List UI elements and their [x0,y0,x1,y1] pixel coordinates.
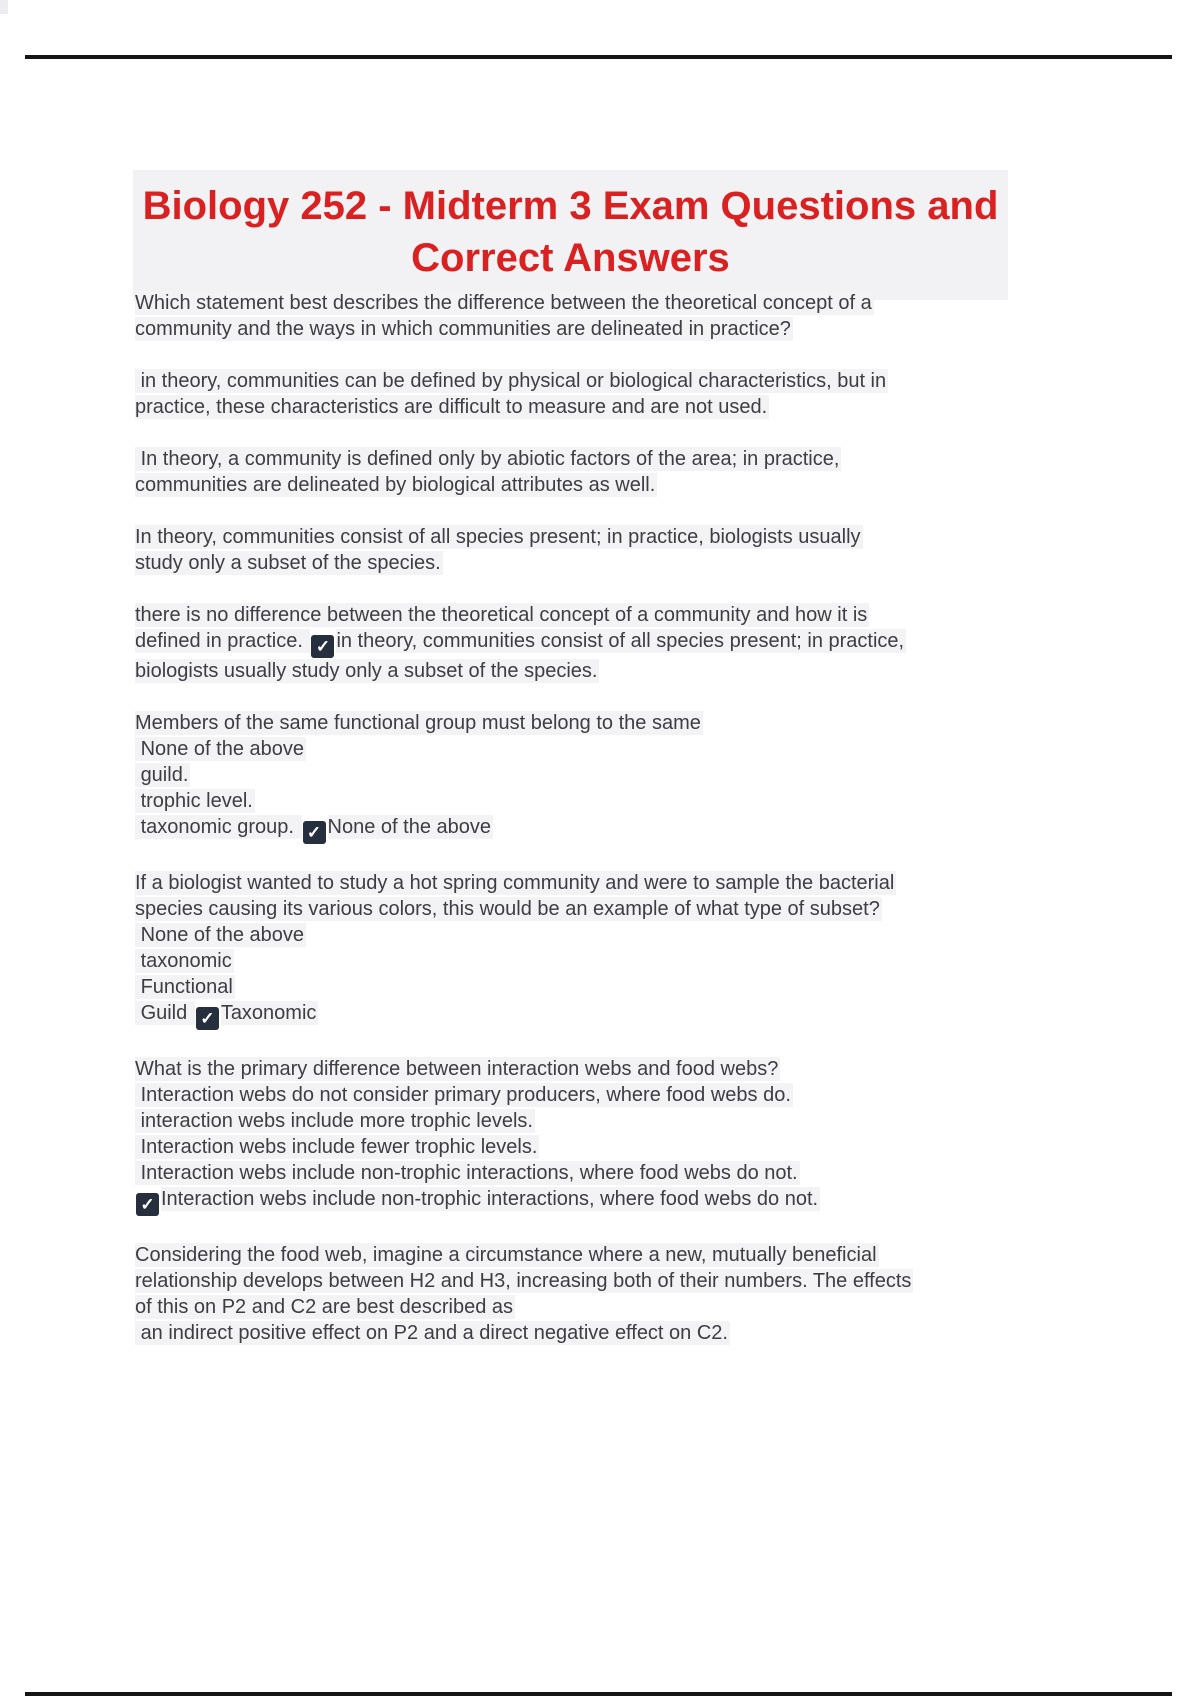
paragraph-block [135,446,1087,498]
text-segment: Considering the food web, imagine a circumstance where a new, mutually beneficial [135,1244,877,1266]
text-segment: Functional [135,976,233,998]
text-line [135,658,1087,684]
text-segment: trophic level. [135,790,253,812]
text-line [135,1000,1087,1030]
text-line [135,446,1087,472]
paragraph-block [135,602,1087,684]
text-segment: in theory, communities consist of all species present; in practice, [336,630,905,652]
text-line [135,710,1087,736]
text-line [135,922,1087,948]
text-line [135,550,1087,576]
document-body [135,290,1087,1372]
title-block [133,170,1008,300]
text-line [135,1160,1087,1186]
text-segment: Interaction webs include fewer trophic levels. [135,1136,538,1158]
paragraph-block [135,710,1087,844]
text-segment: Which statement best describes the difference between the theoretical concept of a [135,292,872,314]
text-line [135,762,1087,788]
page-title: Biology 252 - Midterm 3 Exam Questions and Correct Answers [142,184,999,280]
text-segment: What is the primary difference between interaction webs and food webs? [135,1058,779,1080]
text-segment: community and the ways in which communities are delineated in practice? [135,318,791,340]
text-line [135,1294,1087,1320]
text-segment: None of the above [135,738,305,760]
text-line [135,602,1087,628]
text-segment: In theory, communities consist of all species present; in practice, biologists usually [135,526,861,548]
text-line [135,472,1087,498]
paragraph-block [135,290,1087,342]
text-line [135,524,1087,550]
text-segment: Taxonomic [220,1002,317,1024]
corner-artifact [0,0,8,14]
text-segment: species causing its various colors, this would be an example of what type of subset? [135,898,880,920]
text-segment: Interaction webs include non-trophic interactions, where food webs do not. [161,1188,819,1210]
text-segment: interaction webs include more trophic levels. [135,1110,533,1132]
text-segment: relationship develops between H2 and H3, increasing both of their numbers. The effects [135,1270,912,1292]
bottom-rule [25,1692,1172,1696]
text-line [135,1082,1087,1108]
text-segment: defined in practice. [135,630,309,652]
text-line [135,1268,1087,1294]
text-line [135,316,1087,342]
text-line [135,1056,1087,1082]
text-segment: study only a subset of the species. [135,552,441,574]
text-segment: an indirect positive effect on P2 and a direct negative effect on C2. [135,1322,728,1344]
text-segment: guild. [135,764,189,786]
text-line [135,788,1087,814]
text-line [135,974,1087,1000]
text-segment: taxonomic group. [135,816,300,838]
text-segment: Members of the same functional group must belong to the same [135,712,701,734]
text-line [135,736,1087,762]
top-rule [25,55,1172,59]
text-segment: of this on P2 and C2 are best described as [135,1296,514,1318]
text-segment: taxonomic [135,950,232,972]
text-line [135,290,1087,316]
text-segment: there is no difference between the theoretical concept of a community and how it is [135,604,868,626]
text-line [135,1320,1087,1346]
text-line [135,1108,1087,1134]
text-segment: in theory, communities can be defined by physical or biological characteristics, but in [135,370,887,392]
paragraph-block [135,1056,1087,1216]
paragraph-block [135,870,1087,1030]
text-line [135,1186,1087,1216]
text-segment: practice, these characteristics are difficult to measure and are not used. [135,396,768,418]
correct-answer-check-icon: ✓ [136,1193,159,1216]
text-line [135,1242,1087,1268]
text-segment: None of the above [327,816,492,838]
text-segment: Interaction webs do not consider primary producers, where food webs do. [135,1084,791,1106]
text-segment: biologists usually study only a subset of the species. [135,660,598,682]
text-segment: None of the above [135,924,305,946]
paragraph-block [135,524,1087,576]
text-line [135,896,1087,922]
correct-answer-check-icon: ✓ [311,635,334,658]
text-line [135,870,1087,896]
paragraph-block [135,1242,1087,1346]
text-segment: Interaction webs include non-trophic interactions, where food webs do not. [135,1162,798,1184]
text-segment: Guild [135,1002,193,1024]
text-line [135,1134,1087,1160]
text-segment: If a biologist wanted to study a hot spring community and were to sample the bacterial [135,872,895,894]
text-line [135,814,1087,844]
text-segment: communities are delineated by biological attributes as well. [135,474,656,496]
text-segment: In theory, a community is defined only by abiotic factors of the area; in practice, [135,448,840,470]
paragraph-block [135,368,1087,420]
text-line [135,948,1087,974]
correct-answer-check-icon: ✓ [303,821,326,844]
text-line [135,394,1087,420]
text-line [135,368,1087,394]
correct-answer-check-icon: ✓ [196,1007,219,1030]
text-line [135,628,1087,658]
